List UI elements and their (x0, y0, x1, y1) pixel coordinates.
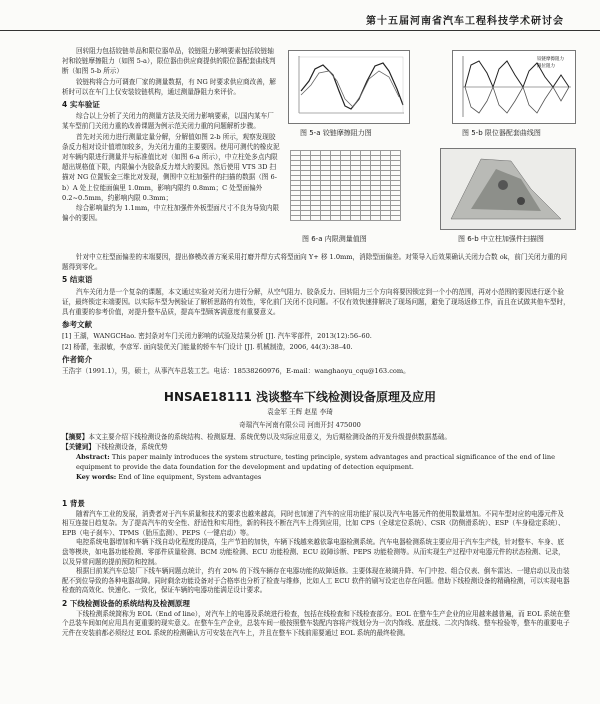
paragraph: 综合影响量约为 1.1mm，中立柱加强件外板型面尺寸不良为导致内限偏小的要因。 (62, 204, 280, 223)
paragraph: 首先对关闭力进行测量定量分解，分解值如图 2-b 所示，观察发现胶条反力相对设计值增加较多，为关闭力重的主要要因。使用可测代的橡皮泥对车辆内限进行测量并与标准值比对（如图 6-a 所示），中立柱处多点内限超出规格值下限，内限偏小为胶条反力增大的要因。然后使用 VTS 3D 扫描对 NG 位置钣金三维比对发现，侧围中立柱加强件的扫描的数据（图 6-b）A 处上位能面偏里 1.0mm，影响内限约 0.8mm；C 处型面偏外 0.2~0.5mm，约影响内限 0.3mm； (62, 132, 280, 202)
abstract-block (62, 432, 570, 482)
keywords-en-text: End of line equipment, System advantages (118, 473, 262, 481)
article-title: HNSAE18111 浅谈整车下线检测设备原理及应用 (163, 390, 437, 404)
figure-caption: 图 5-a 铰链摩擦阻力图 (300, 129, 372, 137)
paragraph: 汽车关闭力是一个复杂的课题，本文通过实验对关闭力进行分解，从空气阻力、胶条反力、回转阻力三个方向将要因锁定到一个小的范围，再对小范围的要因进行逐个验证，最终锁定末端要因。以实际车型为例验证了解析思路的有效性，零化前门关闭不良问题。不仅有效快速排解决了现场问题，避免了现场返修工作，而且在试做其他车型时，具有重要的参考价值，对提升整车品质，提高车型顾客满意度有重要意义。 (62, 287, 570, 317)
figure-5b (452, 50, 576, 124)
reference-item: [1] 王湖，WANGCHao. 密封条对车门关闭力影响的试验及结果分析 [J]. 汽车零部件，2013(12):56–60. (62, 332, 372, 341)
measurement-table (290, 150, 401, 221)
abstract-en-text: This paper mainly introduces the system structure, testing principle, system advantages and practical significance of the end of line equipment to provide the data foundation for the development and updating of detection equipment. (76, 453, 555, 471)
references-heading: 参考文献 (62, 320, 92, 330)
abstract-en-label: Abstract: (76, 453, 110, 461)
scan-image (441, 149, 575, 229)
figure-5a (288, 50, 410, 124)
author-bio: 王浩宇（1991.1），男，硕士，从事汽车总装工艺。电话：18538260976，E-mail：wanghaoyu_cqu@163.com。 (62, 367, 410, 376)
paragraph: 根据目前某汽车总装厂下线车辆问题点统计，约有 20% 的下线车辆存在电器功能的故障返修。主要体现在玻璃升降、车门中控、组合仪表、倒车雷达、一键启动以及由装配不到位导致的各种电器故障。同时剩余功能设备对于合格率也分析了检查与维修，比如人工 ECU 软件的刷写设定也存在问题。借助下线检测设备的精确检测，可以实现电器检查的高效化、快速化、一致化，保证车辆的电器功能满足设计要求。 (62, 567, 570, 595)
abstract-text: 本文主要介绍下线检测设备的系统结构、检测原理、系统优势以及实际应用意义，为后期检测设备的开发升级提供数据基础。 (88, 433, 452, 441)
paragraph: 随着汽车工业的发展，消费者对于汽车质量和技术的要求也越来越高，同时也加速了汽车的应用功能扩展以及汽车电器元件的使用数量增加。不同车型对应的电器元件及相互连接日趋复杂。为了提高汽车的安全性、舒适性和实用性，新的科技不断在汽车上得到应用，比如 CPS（全球定位系统）、CSR（防侧滑系统）、ESP（车身稳定系统）、EPB（电子刹车）、TPMS（胎压监测）、PEPS（一键启动）等。 (62, 509, 565, 537)
figure-caption: 图 5-b 限位器配套曲线图 (462, 129, 541, 137)
abstract-label: 【摘要】 (62, 433, 89, 441)
conference-title: 第十五届河南省汽车工程科技学术研讨会 (366, 16, 564, 27)
friction-chart (289, 51, 409, 123)
paragraph: 下线检测系统简称为 EOL（End of line），对汽车上的电器及系统进行检查，包括在线检查和下线检查部分。EOL 在整车生产企业的应用越来越普遍，而 EOL 系统在整个总装车间如何应用具有更重要的现实意义。在整车生产企业，总装车间一般按照整车装配内容将产线划分为一次内饰线、底盘线、二次内饰线、整车检验等，整车的重要电子元件在安装前都必须经过 EOL 系统的检测确认方可安装在汽车上，并且在整车下线前需要通过 EOL 系统的最终检测。 (62, 609, 570, 637)
article-body (62, 496, 570, 638)
section-heading: 5 结束语 (62, 275, 93, 285)
reference-item: [2] 杨蕾，张淑敏，李彦军. 面向装优关门能量的轿车车门设计 [J]. 机械制造，2006, 44(3):38–40. (62, 342, 353, 351)
section-heading: 1 背景 (62, 499, 85, 508)
paragraph: 针对中立柱型面偏差的末端要因，提出修模改善方案采用打磨并焊方式将型面向 Y+ 移 1.0mm，消除型面偏差。对策导入后效果确认关闭力合数 ok，前门关闭力重的问题得到零化。 (62, 253, 567, 272)
stopper-curve-chart (453, 51, 575, 123)
figure-6b (440, 148, 576, 230)
left-column (62, 46, 280, 223)
article-authors: 袁金军 王辉 赵星 李琦 (267, 408, 333, 416)
figure-caption: 图 6-b 中立柱加强件扫描图 (458, 235, 544, 243)
section-heading: 4 实车验证 (62, 100, 100, 110)
paragraph: 综合以上分析了关闭力的测量方法及关闭力影响要素，以国内某车厂某车型前门关闭力重的改善课题为例示范关闭力重的问题解析步骤。 (62, 112, 274, 131)
figure-caption: 图 6-a 内限测量值图 (302, 235, 367, 243)
full-width-text (62, 252, 570, 376)
paragraph: 回转阻力包括铰链单品和限位器单品，铰链阻力影响要素包括铰链轴衬和铰链摩擦阻力（如图 5-a），限位器由供应商提供的限位器配套曲线判断（如图 5-b 所示） (62, 47, 276, 76)
chart-legend: 限位阻力 (537, 64, 555, 69)
keywords-text: 下线检测设备，系统优势 (94, 443, 168, 451)
paragraph: 电控系统电器增加和车辆下线自动化程度的提高，生产节拍的加快，车辆下线越来越依靠电器检测系统。汽车电器检测系统主要应用于汽车生产线，针对整车、车身、底盘等模块，如电器功能检测、零部件质量检测、BCM 功能检测、ECU 功能检测、ECU 故障诊断、PEPS 功能检测等。从而实现生产过程中对电器元件的状态检测、记录，以及异常问题的提前预防和控制。 (62, 538, 565, 566)
keywords-en-label: Key words: (76, 473, 117, 481)
article-affiliation: 奇瑞汽车河南有限公司 河南开封 475000 (239, 421, 361, 429)
author-bio-heading: 作者简介 (62, 354, 92, 364)
figure-6a (290, 150, 410, 230)
paragraph: 铰链构将合力可调查厂家的测量数据，有 NG 时要求供应商改善，解析时可以在车门上仅安装铰链机构，通过测量静阻力来评价。 (62, 77, 276, 96)
keywords-label: 【关键词】 (62, 443, 95, 451)
page-header (0, 8, 600, 31)
chart-legend: 铰链摩擦阻力 (537, 57, 564, 62)
section-heading: 2 下线检测设备的系统结构及检测原理 (62, 598, 190, 608)
